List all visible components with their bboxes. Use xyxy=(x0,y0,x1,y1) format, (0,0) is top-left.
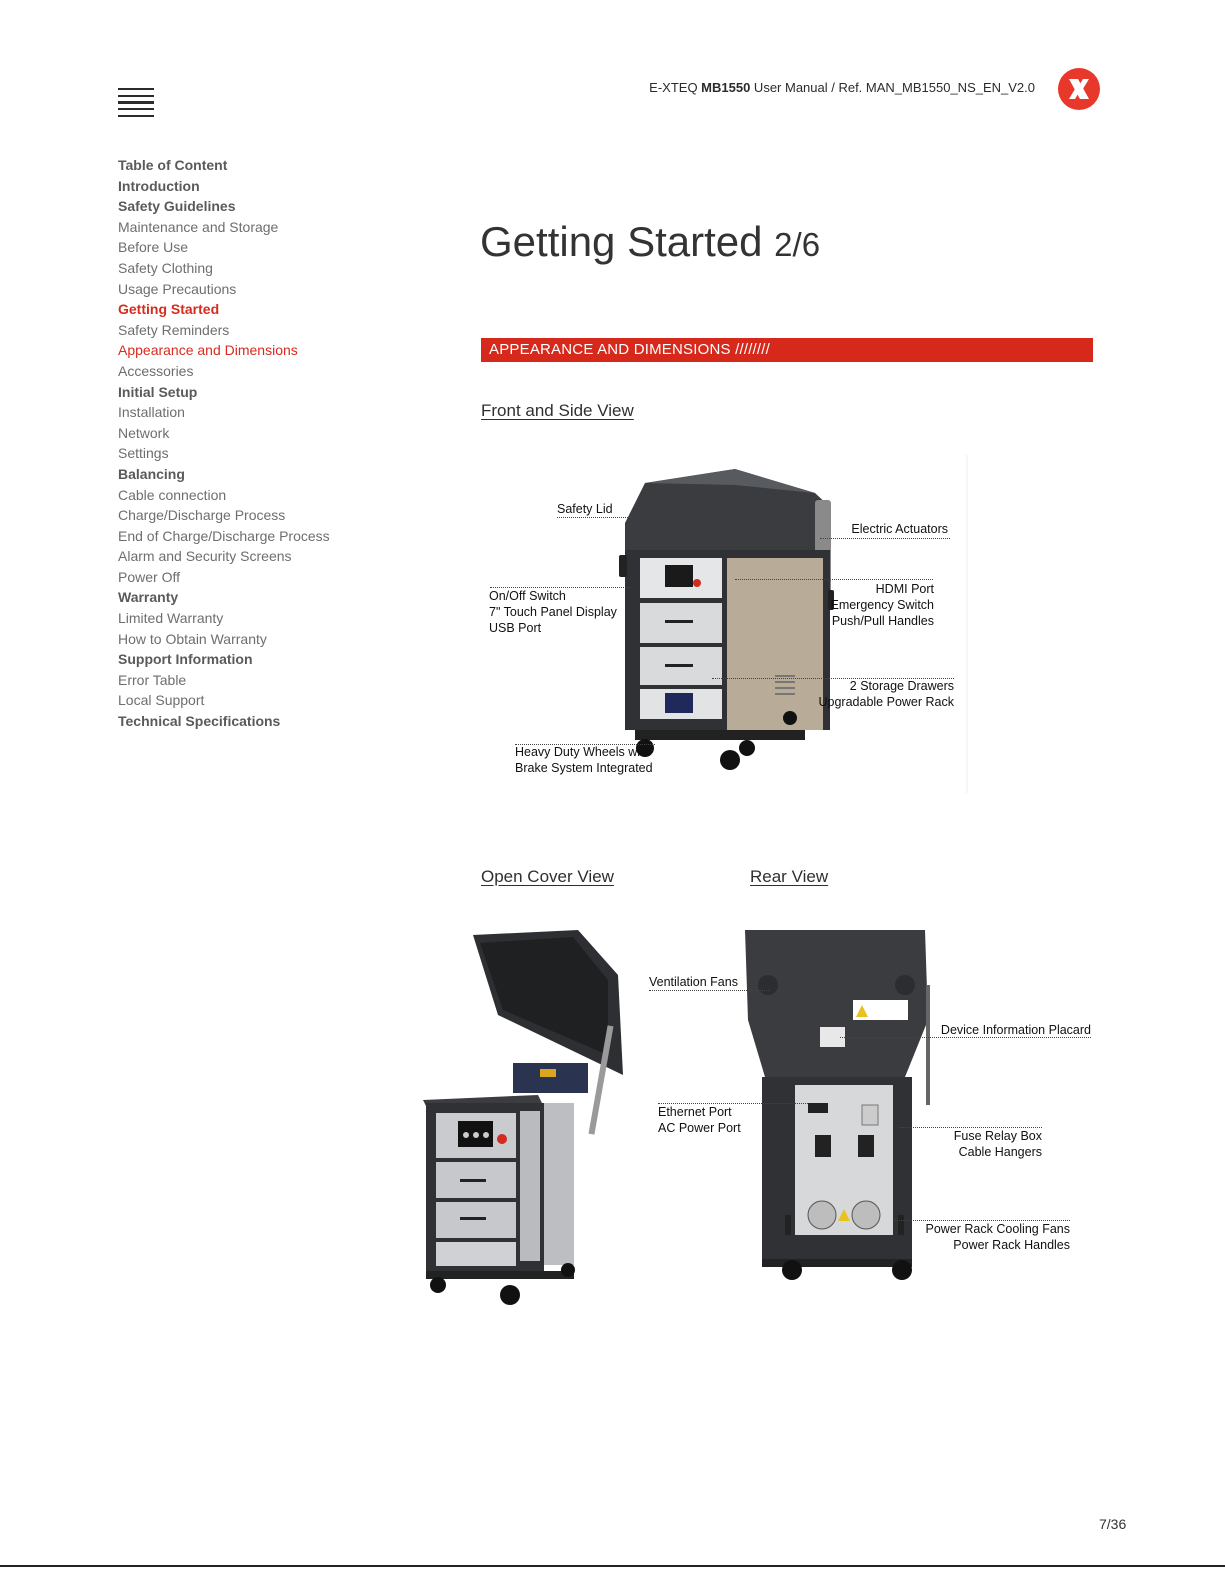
toc-network[interactable]: Network xyxy=(118,424,170,441)
table-of-contents xyxy=(118,155,418,732)
toc-local-support[interactable]: Local Support xyxy=(118,692,205,709)
toc-technical-specifications[interactable]: Technical Specifications xyxy=(118,713,281,730)
callout-safety-lid: Safety Lid xyxy=(557,502,613,516)
leader-line xyxy=(820,538,950,539)
toc-usage-precautions[interactable]: Usage Precautions xyxy=(118,280,237,297)
toc-limited-warranty[interactable]: Limited Warranty xyxy=(118,610,224,627)
toc-balancing[interactable]: Balancing xyxy=(118,465,185,482)
callout-emergency-switch: Emergency Switch xyxy=(830,598,934,612)
toc-installation[interactable]: Installation xyxy=(118,404,185,421)
toc-power-off[interactable]: Power Off xyxy=(118,568,180,585)
brand-logo-icon xyxy=(1058,68,1100,110)
bottom-rule xyxy=(0,1565,1225,1567)
callout-power-rack: Upgradable Power Rack xyxy=(818,695,954,709)
toc-table-of-content[interactable]: Table of Content xyxy=(118,157,228,173)
callout-ethernet-port: Ethernet Port xyxy=(658,1105,732,1119)
callout-cooling-fans: Power Rack Cooling Fans xyxy=(925,1222,1070,1236)
toc-charge-discharge-process[interactable]: Charge/Discharge Process xyxy=(118,507,286,524)
model-name: MB1550 xyxy=(701,80,751,95)
callout-touch-panel: 7" Touch Panel Display xyxy=(489,605,617,619)
callout-usb-port: USB Port xyxy=(489,621,542,635)
leader-line xyxy=(735,579,933,580)
callout-hdmi-port: HDMI Port xyxy=(875,582,934,596)
callout-power-rack-handles: Power Rack Handles xyxy=(953,1238,1070,1252)
toc-getting-started[interactable]: Getting Started xyxy=(118,301,220,318)
leader-line xyxy=(557,517,632,518)
toc-settings[interactable]: Settings xyxy=(118,445,169,462)
toc-initial-setup[interactable]: Initial Setup xyxy=(118,383,198,400)
page-title-text: Getting Started xyxy=(480,218,763,265)
open-cover-view-heading[interactable]: Open Cover View xyxy=(481,867,614,886)
toc-alarm-security-screens[interactable]: Alarm and Security Screens xyxy=(118,548,292,565)
toc-warranty[interactable]: Warranty xyxy=(118,589,179,606)
toc-cable-connection[interactable]: Cable connection xyxy=(118,486,227,503)
toc-how-to-obtain-warranty[interactable]: How to Obtain Warranty xyxy=(118,630,267,647)
page-title-counter: 2/6 xyxy=(774,226,821,263)
toc-safety-clothing[interactable]: Safety Clothing xyxy=(118,259,213,276)
doc-suffix: User Manual / Ref. MAN_MB1550_NS_EN_V2.0 xyxy=(750,80,1035,95)
toc-introduction[interactable]: Introduction xyxy=(118,177,200,194)
leader-line xyxy=(649,990,769,991)
toc-maintenance-and-storage[interactable]: Maintenance and Storage xyxy=(118,218,279,235)
front-side-view-heading[interactable]: Front and Side View xyxy=(481,401,634,420)
open-cover-view-image xyxy=(418,925,633,1310)
callout-device-info-placard: Device Information Placard xyxy=(940,1023,1091,1037)
leader-line xyxy=(840,1037,1091,1038)
toc-appearance-and-dimensions[interactable]: Appearance and Dimensions xyxy=(118,342,298,359)
rear-view-heading[interactable]: Rear View xyxy=(750,867,829,886)
toc-before-use[interactable]: Before Use xyxy=(118,239,189,256)
toc-support-information[interactable]: Support Information xyxy=(118,651,253,668)
callout-ac-power-port: AC Power Port xyxy=(658,1121,741,1135)
callout-onoff-switch: On/Off Switch xyxy=(489,589,566,603)
toc-safety-guidelines[interactable]: Safety Guidelines xyxy=(118,198,236,215)
toc-accessories[interactable]: Accessories xyxy=(118,362,194,379)
page-title xyxy=(480,218,820,266)
callout-heavy-duty-wheels: Heavy Duty Wheels with xyxy=(515,745,651,759)
callout-push-pull-handles: Push/Pull Handles xyxy=(831,614,934,628)
callout-electric-actuators: Electric Actuators xyxy=(851,522,948,536)
menu-icon[interactable] xyxy=(118,88,154,118)
section-header-bar xyxy=(481,338,1093,362)
doc-prefix: E-XTEQ xyxy=(649,80,702,95)
toc-safety-reminders[interactable]: Safety Reminders xyxy=(118,321,230,338)
section-header-text: APPEARANCE AND DIMENSIONS //////// xyxy=(489,341,771,358)
toc-end-of-charge-discharge[interactable]: End of Charge/Discharge Process xyxy=(118,527,330,544)
toc-error-table[interactable]: Error Table xyxy=(118,671,187,688)
callout-storage-drawers: 2 Storage Drawers xyxy=(849,679,954,693)
document-reference xyxy=(649,80,1035,95)
callout-brake-system: Brake System Integrated xyxy=(515,761,653,775)
callout-cable-hangers: Cable Hangers xyxy=(958,1145,1042,1159)
callout-fuse-relay-box: Fuse Relay Box xyxy=(953,1129,1042,1143)
callout-ventilation-fans: Ventilation Fans xyxy=(649,975,738,989)
page-number: 7/36 xyxy=(1099,1516,1127,1532)
